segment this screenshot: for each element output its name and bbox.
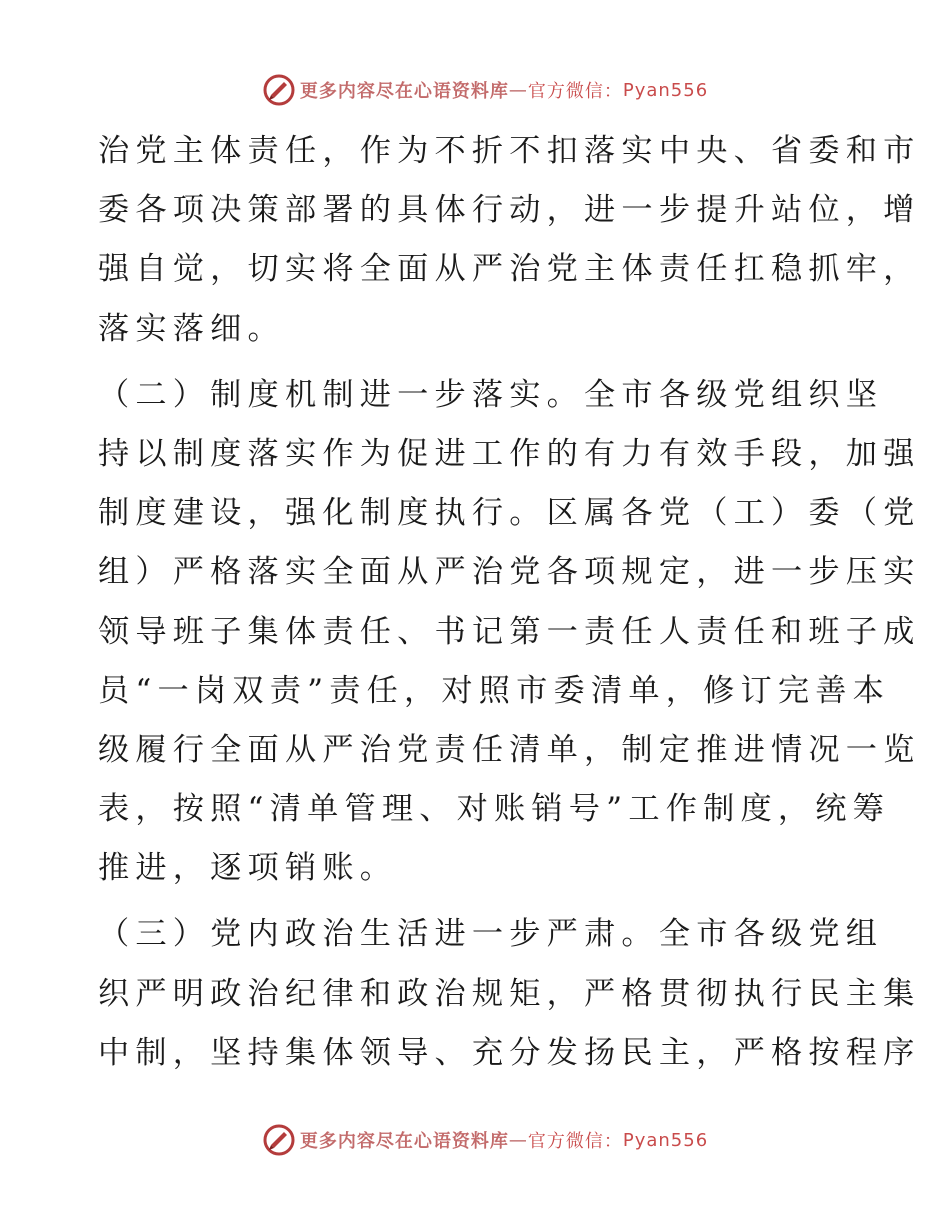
watermark-separator: — [508, 79, 528, 101]
quill-logo-icon [262, 1123, 296, 1157]
text-line: 落实落细。 [98, 310, 285, 347]
text-line: 级履行全面从严治党责任清单，制定推进情况一览 [98, 731, 921, 768]
paragraph-1 [98, 122, 921, 359]
text-line: 员“一岗双责”责任，对照市委清单，修订完善本 [98, 672, 891, 709]
text-line: （三）党内政治生活进一步严肃。全市各级党组 [98, 916, 884, 953]
paragraph-3 [98, 905, 921, 1083]
watermark-wechat-label: 官方微信： [527, 1131, 623, 1152]
text-line: 制度建设，强化制度执行。区属各党（工）委（党 [98, 495, 921, 532]
text-line: 强自觉，切实将全面从严治党主体责任扛稳抓牢， [98, 251, 921, 288]
text-line: 持以制度落实作为促进工作的有力有效手段，加强 [98, 435, 921, 472]
text-line: 治党主体责任，作为不折不扣落实中央、省委和市 [98, 133, 921, 169]
text-line: 织严明政治纪律和政治规矩，严格贯彻执行民主集 [98, 975, 921, 1012]
text-line: 中制，坚持集体领导、充分发扬民主，严格按程序 [98, 1034, 921, 1071]
text-line: 表，按照“清单管理、对账销号”工作制度，统筹 [98, 791, 891, 828]
watermark-wechat-id: Pyan556 [622, 1129, 709, 1151]
quill-logo-icon [262, 73, 296, 107]
watermark-footer [0, 1120, 950, 1160]
document-body [98, 122, 921, 1090]
watermark-main-text: 更多内容尽在心语资料库 [299, 81, 509, 102]
paragraph-2 [98, 366, 921, 899]
text-line: 委各项决策部署的具体行动，进一步提升站位，增 [98, 192, 921, 229]
watermark-main-text: 更多内容尽在心语资料库 [299, 1131, 509, 1152]
text-line: （二）制度机制进一步落实。全市各级党组织坚 [98, 376, 884, 413]
watermark-wechat-id: Pyan556 [622, 79, 709, 101]
text-line: 组）严格落实全面从严治党各项规定，进一步压实 [98, 554, 921, 591]
text-line: 推进，逐项销账。 [98, 850, 398, 887]
watermark-separator: — [508, 1129, 528, 1151]
watermark-wechat-label: 官方微信： [527, 81, 623, 102]
watermark-header [0, 70, 950, 110]
text-line: 领导班子集体责任、书记第一责任人责任和班子成 [98, 613, 921, 650]
